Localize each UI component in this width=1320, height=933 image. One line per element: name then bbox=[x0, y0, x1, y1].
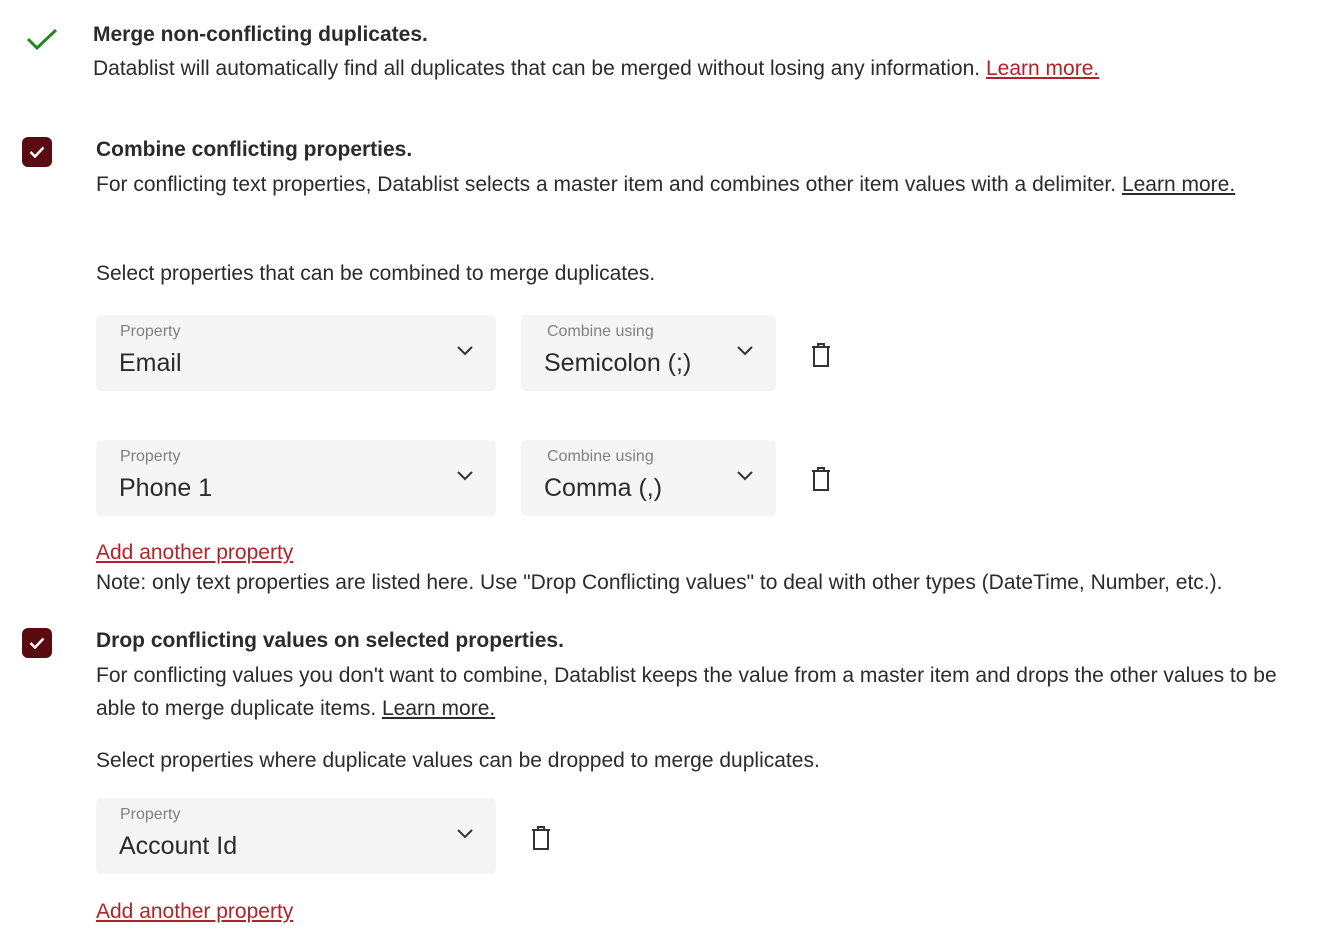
drop-instruction: Select properties where duplicate values can be dropped to merge duplicates. bbox=[96, 749, 820, 772]
drop-checkbox[interactable] bbox=[22, 628, 52, 658]
drop-add-property-link[interactable]: Add another property bbox=[96, 900, 294, 923]
merge-title: Merge non-conflicting duplicates. bbox=[93, 23, 428, 46]
merge-description: Datablist will automatically find all duplicates that can be merged without losing any information. Learn more. bbox=[93, 57, 1100, 80]
field-label: Property bbox=[120, 448, 181, 465]
combine-description: For conflicting text properties, Datablist selects a master item and combines other item values with a delimiter. Learn more. bbox=[96, 173, 1236, 196]
merge-learn-more-link[interactable]: Learn more. bbox=[985, 57, 1100, 80]
chevron-down-icon bbox=[736, 470, 754, 482]
chevron-down-icon bbox=[736, 345, 754, 357]
combine-using-select[interactable] bbox=[521, 315, 776, 391]
combine-checkbox[interactable] bbox=[22, 137, 52, 167]
field-value: Semicolon (;) bbox=[544, 349, 692, 377]
field-label: Combine using bbox=[547, 448, 654, 465]
combine-learn-more-link[interactable]: Learn more. bbox=[1121, 173, 1236, 196]
drop-description: For conflicting values you don't want to combine, Datablist keeps the value from a master item and drops the other values to be able to merge duplicate items. Learn more. bbox=[96, 664, 1277, 720]
field-label: Property bbox=[120, 323, 181, 340]
property-select[interactable] bbox=[96, 798, 496, 874]
combine-note: Note: only text properties are listed here. Use "Drop Conflicting values" to deal with other types (DateTime, Number, etc.). bbox=[96, 571, 1223, 594]
trash-icon[interactable] bbox=[530, 825, 552, 851]
chevron-down-icon bbox=[456, 345, 474, 357]
field-value: Email bbox=[119, 349, 182, 377]
checkmark-icon bbox=[29, 146, 45, 158]
field-value: Comma (,) bbox=[544, 474, 663, 502]
chevron-down-icon bbox=[456, 470, 474, 482]
check-icon bbox=[26, 28, 58, 50]
field-value: Phone 1 bbox=[119, 474, 213, 502]
checkmark-icon bbox=[29, 637, 45, 649]
drop-learn-more-link[interactable]: Learn more. bbox=[382, 697, 496, 720]
chevron-down-icon bbox=[456, 828, 474, 840]
field-value: Account Id bbox=[119, 832, 238, 860]
drop-title: Drop conflicting values on selected properties. bbox=[96, 629, 564, 652]
trash-icon[interactable] bbox=[810, 342, 832, 368]
combine-add-property-link[interactable]: Add another property bbox=[96, 541, 294, 564]
field-label: Combine using bbox=[547, 323, 654, 340]
property-select[interactable] bbox=[96, 440, 496, 516]
combine-using-select[interactable] bbox=[521, 440, 776, 516]
combine-title: Combine conflicting properties. bbox=[96, 138, 413, 161]
property-select[interactable] bbox=[96, 315, 496, 391]
field-label: Property bbox=[120, 806, 181, 823]
trash-icon[interactable] bbox=[810, 466, 832, 492]
combine-instruction: Select properties that can be combined to merge duplicates. bbox=[96, 262, 656, 285]
